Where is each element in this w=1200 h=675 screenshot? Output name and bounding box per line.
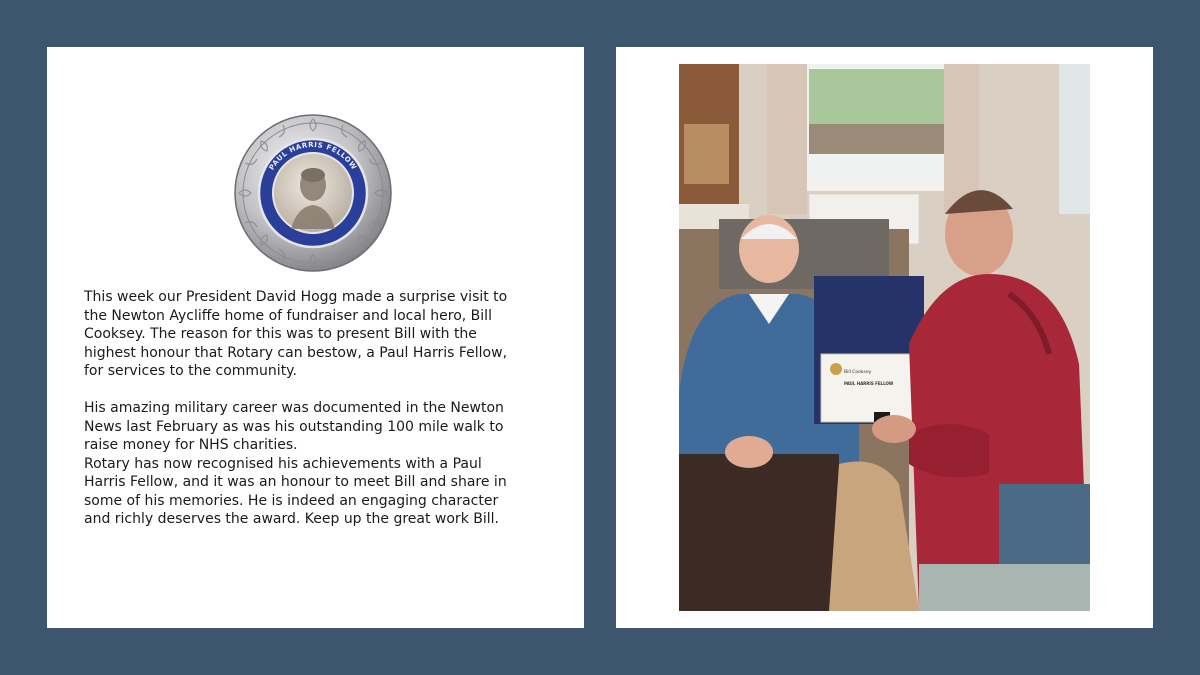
medal-inscription: PAUL HARRIS FELLOW: [267, 140, 359, 172]
article-panel: [47, 47, 584, 628]
article-paragraph: This week our President David Hogg made a surprise visit to the Newton Aycliffe home of fundraiser and local hero, Bill Cooksey. The reason for this was to present Bill with the highest honour that Rotary can bestow, a Paul Harris Fellow, for services to the community.: [84, 289, 508, 379]
award-photo: [679, 64, 1090, 611]
article-text: [84, 288, 514, 529]
article-paragraph: Rotary has now recognised his achievements with a Paul Harris Fellow, and it was an honour to meet Bill and share in some of his memories. He is indeed an engaging character and richly deserves the award. Keep up the great work Bill.: [84, 455, 507, 527]
certificate-title: PAUL HARRIS FELLOW: [844, 381, 894, 386]
paul-harris-fellow-medal-icon: [233, 113, 393, 273]
certificate-name: Bill Cooksey: [844, 370, 872, 375]
photo-panel: [616, 47, 1153, 628]
article-paragraph: His amazing military career was documented in the Newton News last February as was his outstanding 100 mile walk to raise money for NHS charities.: [84, 400, 504, 453]
